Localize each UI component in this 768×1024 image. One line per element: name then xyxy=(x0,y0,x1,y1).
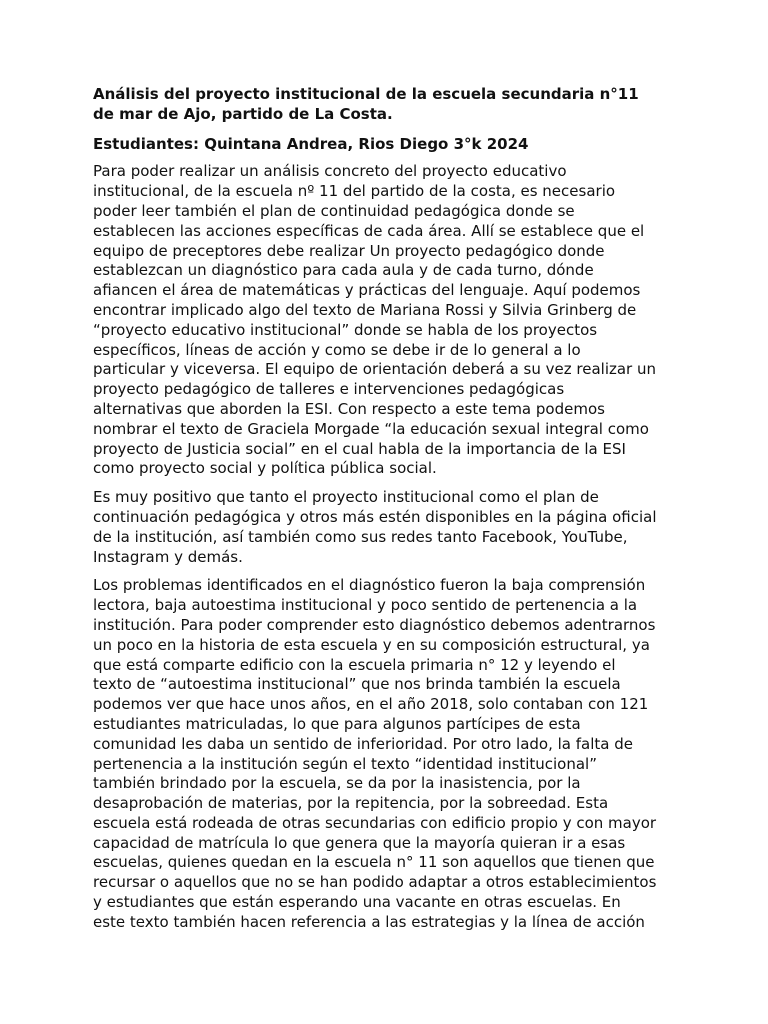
text-line: institución. Para poder comprender esto diagnóstico debemos adentrarnos xyxy=(93,615,656,634)
text-line: equipo de preceptores debe realizar Un proyecto pedagógico donde xyxy=(93,241,605,260)
text-line: capacidad de matrícula lo que genera que la mayoría quieran ir a esas xyxy=(93,833,626,852)
text-line: podemos ver que hace unos años, en el año 2018, solo contaban con 121 xyxy=(93,695,649,714)
text-line: específicos, líneas de acción y como se debe ir de lo general a lo xyxy=(93,340,581,359)
text-line: proyecto pedagógico de talleres e intervenciones pedagógicas xyxy=(93,380,565,399)
paragraph-2 xyxy=(93,488,678,567)
text-line: “proyecto educativo institucional” donde se habla de los proyectos xyxy=(93,320,598,339)
text-line: estudiantes matriculadas, lo que para algunos partícipes de esta xyxy=(93,714,581,733)
students-line: Estudiantes: Quintana Andrea, Rios Diego 3°k 2024 xyxy=(93,134,529,153)
text-line: establecen las acciones específicas de cada área. Allí se establece que el xyxy=(93,221,645,240)
text-line: este texto también hacen referencia a las estrategias y la línea de acción xyxy=(93,912,645,931)
text-line: poder leer también el plan de continuidad pedagógica donde se xyxy=(93,201,575,220)
text-line: como proyecto social y política pública social. xyxy=(93,459,437,478)
title-line: Análisis del proyecto institucional de la escuela secundaria n°11 xyxy=(93,85,639,103)
text-line: alternativas que aborden la ESI. Con respecto a este tema podemos xyxy=(93,399,605,418)
text-line: comunidad les daba un sentido de inferioridad. Por otro lado, la falta de xyxy=(93,734,633,753)
text-line: escuelas, quienes quedan en la escuela n° 11 son aquellos que tienen que xyxy=(93,853,655,872)
text-line: lectora, baja autoestima institucional y poco sentido de pertenencia a la xyxy=(93,596,638,615)
text-line: recursar o aquellos que no se han podido adaptar a otros establecimientos xyxy=(93,873,657,892)
text-line: que está comparte edificio con la escuela primaria n° 12 y leyendo el xyxy=(93,655,616,674)
text-line: texto de “autoestima institucional” que nos brinda también la escuela xyxy=(93,675,621,694)
text-line: Es muy positivo que tanto el proyecto institucional como el plan de xyxy=(93,488,599,507)
paragraph-3 xyxy=(93,576,678,932)
text-line: particular y viceversa. El equipo de orientación deberá a su vez realizar un xyxy=(93,360,656,379)
text-line: y estudiantes que están esperando una vacante en otras escuelas. En xyxy=(93,893,621,912)
document-page xyxy=(93,85,678,942)
text-line: encontrar implicado algo del texto de Mariana Rossi y Silvia Grinberg de xyxy=(93,300,637,319)
text-line: desaprobación de materias, por la repitencia, por la sobreedad. Esta xyxy=(93,794,609,813)
text-line: afiancen el área de matemáticas y prácticas del lenguaje. Aquí podemos xyxy=(93,281,641,300)
text-line: Instagram y demás. xyxy=(93,547,243,566)
text-line: de la institución, así también como sus redes tanto Facebook, YouTube, xyxy=(93,527,628,546)
text-line: continuación pedagógica y otros más estén disponibles en la página oficial xyxy=(93,507,657,526)
text-line: un poco en la historia de esta escuela y en su composición estructural, ya xyxy=(93,635,650,654)
title-line: de mar de Ajo, partido de La Costa. xyxy=(93,104,393,123)
text-line: escuela está rodeada de otras secundarias con edificio propio y con mayor xyxy=(93,813,657,832)
text-line: Para poder realizar un análisis concreto del proyecto educativo xyxy=(93,162,567,181)
text-line: Los problemas identificados en el diagnóstico fueron la baja comprensión xyxy=(93,576,646,595)
text-line: también brindado por la escuela, se da por la inasistencia, por la xyxy=(93,774,581,793)
text-line: proyecto de Justicia social” en el cual habla de la importancia de la ESI xyxy=(93,439,626,458)
text-line: nombrar el texto de Graciela Morgade “la educación sexual integral como xyxy=(93,419,649,438)
text-line: institucional, de la escuela nº 11 del partido de la costa, es necesario xyxy=(93,182,616,201)
text-line: pertenencia a la institución según el texto “identidad institucional” xyxy=(93,754,597,773)
paragraph-1 xyxy=(93,162,678,479)
document-title xyxy=(93,85,678,125)
text-line: establezcan un diagnóstico para cada aula y de cada turno, dónde xyxy=(93,261,594,280)
